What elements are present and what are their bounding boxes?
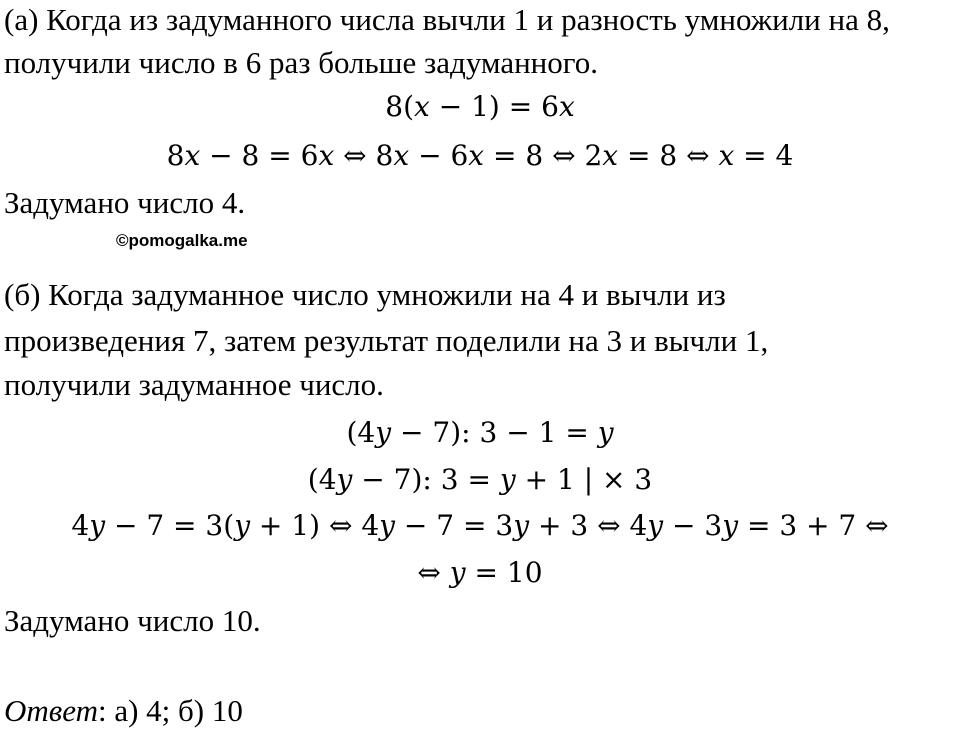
problem-b-equation-4: ⇔ y = 10 bbox=[417, 556, 543, 589]
problem-b-text-line2: произведения 7, затем результат поделили на 3 и вычли 1, bbox=[4, 323, 769, 358]
problem-b-equation-3: 4y − 7 = 3(y + 1) ⇔ 4y − 7 = 3y + 3 ⇔ 4y − 3y = 3 + 7 ⇔ bbox=[71, 509, 889, 542]
problem-b-text-line1: (б) Когда задуманное число умножили на 4 и вычли из bbox=[4, 277, 726, 312]
answer-text: : а) 4; б) 10 bbox=[97, 693, 243, 728]
problem-b-equation-2: (4y − 7): 3 = y + 1 | × 3 bbox=[307, 463, 653, 496]
problem-b-text-line3: получили задуманное число. bbox=[4, 367, 384, 402]
problem-b-conclusion: Задумано число 10. bbox=[4, 603, 261, 638]
problem-a-conclusion: Задумано число 4. bbox=[4, 185, 246, 220]
watermark: ©pomogalka.me bbox=[116, 231, 248, 250]
problem-a-text-line2: получили число в 6 раз больше задуманного. bbox=[4, 45, 598, 80]
problem-b-equation-1: (4y − 7): 3 − 1 = y bbox=[346, 416, 614, 449]
problem-a-equation-1: 8(x − 1) = 6x bbox=[385, 90, 575, 123]
answer-label: Ответ bbox=[4, 693, 98, 728]
problem-a-equation-2: 8x − 8 = 6x ⇔ 8x − 6x = 8 ⇔ 2x = 8 ⇔ x = 4 bbox=[166, 139, 794, 172]
problem-a-text-line1: (а) Когда из задуманного числа вычли 1 и разность умножили на 8, bbox=[4, 2, 890, 37]
answer-line bbox=[4, 693, 243, 729]
